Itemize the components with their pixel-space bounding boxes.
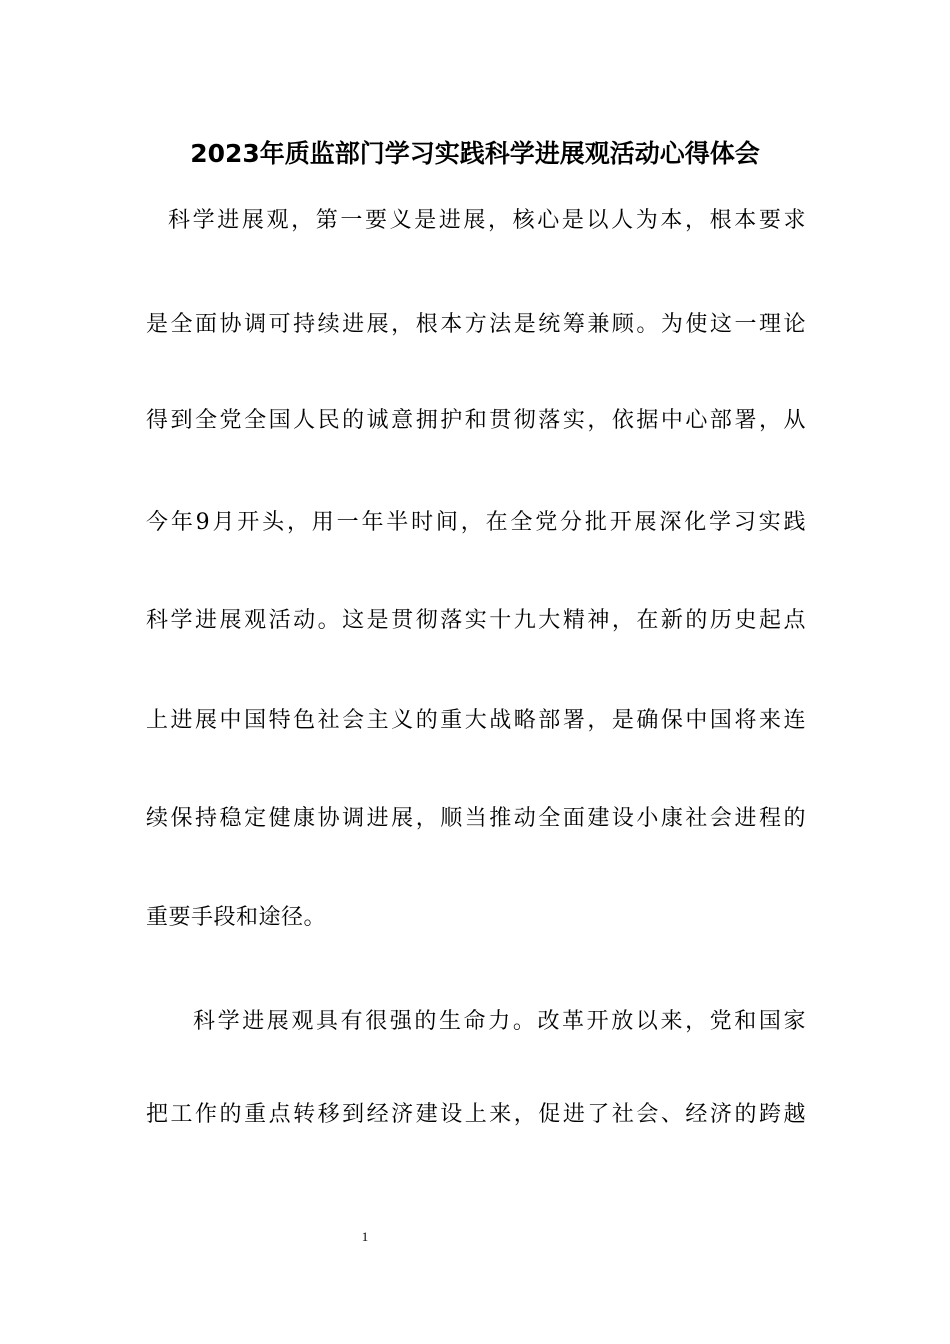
paragraph-line: 把工作的重点转移到经济建设上来，促进了社会、经济的跨越 — [146, 1102, 806, 1127]
paragraph-line: 是全面协调可持续进展，根本方法是统筹兼顾。为使这一理论 — [146, 312, 806, 337]
paragraph-line: 上进展中国特色社会主义的重大战略部署，是确保中国将来连 — [146, 708, 806, 733]
paragraph-line: 续保持稳定健康协调进展，顺当推动全面建设小康社会进程的 — [146, 806, 806, 831]
paragraph-line: 科学进展观，第一要义是进展，核心是以人为本，根本要求 — [168, 208, 806, 233]
paragraph-line: 今年9月开头，用一年半时间，在全党分批开展深化学习实践 — [146, 510, 806, 535]
paragraph-line: 科学进展观具有很强的生命力。改革开放以来，党和国家 — [193, 1009, 806, 1034]
page-number: 1 — [361, 1229, 369, 1244]
paragraph-line: 科学进展观活动。这是贯彻落实十九大精神，在新的历史起点 — [146, 608, 806, 633]
paragraph-line: 得到全党全国人民的诚意拥护和贯彻落实，依据中心部署，从 — [146, 408, 806, 433]
paragraph-line: 重要手段和途径。 — [146, 905, 327, 930]
document-title: 2023年质监部门学习实践科学进展观活动心得体会 — [190, 139, 760, 168]
